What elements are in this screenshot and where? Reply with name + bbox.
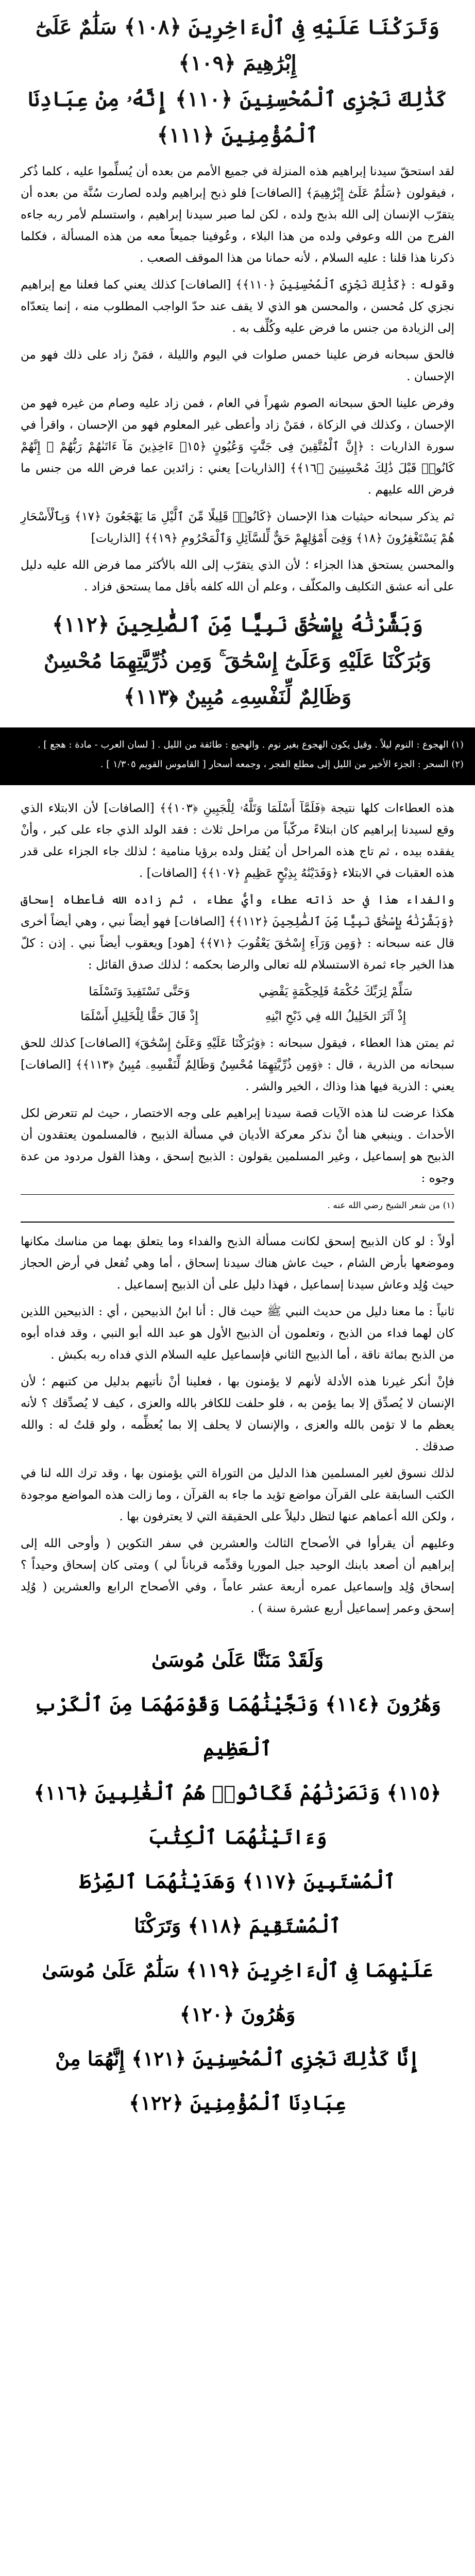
- paragraph: فالحق سبحانه فرض علينا خمس صلوات في اليوم والليلة ، فمَنْ زاد على ذلك فهو من الإحسان .: [21, 348, 454, 383]
- paragraph: أولاً : لو كان الذبيح إسحق لكانت مسألة الذبح والفداء وما يتعلق بهما من مناسك مكانها وموضعها بأرض الشام ، حيث عاش هناك سيدنا إسحاق ، أما وهي تُفعل في أرض الحجاز حيث وُلِد وعاش سيدنا إسماعيل ، فهذا دليل على أن الذبيح إسماعيل .: [21, 1235, 454, 1292]
- verse-banner-bottom: [21, 1638, 454, 2125]
- footnote-line: (١) الهجوع : النوم ليلاً . وقيل يكون الهجوع بغير نوم . والهجيع : طائفة من الليل . [ لسان العرب - مادة : هجع ] .: [37, 739, 464, 750]
- paragraph: لذلك نسوق لغير المسلمين هذا الدليل من التوراة التي يؤمنون بها ، وقد ترك الله لنا في الكتب السابقة على القرآن مواضع تؤيد ما جاء به القرآن ، وما زالت هذه المواضع موجودة ، ولكن الله أعماهم عنها لتظل دليلاً على الحقيقة التي لا يعترفون بها .: [21, 1467, 454, 1523]
- poem-hemistich: إِذْ قَالَ حَقًّا لِلْخَلِيلِ أَسْلَمَا: [80, 1010, 198, 1023]
- paragraph: ثانياً : ما معنا دليل من حديث النبي ﷺ حيث قال : أنا ابنُ الذبيحين ، أي : الذبيحين اللذين كان لهما فداء من الذبح ، وتعلمون أن الذبيح الأول هو عبد الله أبو النبي ، وقد فداه أبوه من الذبح بمائة ناقة ، أما الذبيح الثاني فإسماعيل عليه السلام الذي فداه ربه بكبش .: [21, 1305, 454, 1362]
- verse-line: وَظَالِمٌ لِّنَفْسِهِۦ مُبِينٌ ﴿١١٣﴾: [123, 685, 352, 709]
- commentary-section-1: [21, 161, 454, 598]
- verse-line: وَهَٰرُونَ ﴿١١٤﴾ وَنَجَّيْنَٰهُمَا وَقَوْمَهُمَا مِنَ ٱلْكَرْبِ ٱلْعَظِيمِ: [34, 1692, 441, 1760]
- paragraph: ثم يمتن هذا العطاء ، فيقول سبحانه : ﴿وَبَٰرَكْنَا عَلَيْهِ وَعَلَىٰٓ إِسْحَٰقَ﴾ [الصافات] كذلك للحق سبحانه من الذرية ، قال : ﴿وَمِن ذُرِّيَّتِهِمَا مُحْسِنٌ وَظَالِمٌ لِّنَفْسِهِۦ مُبِينٌ ﴿١١٣﴾﴾ [الصافات] يعني : الذرية فيها هذا وذاك ، الخير والشر .: [21, 1037, 455, 1093]
- paragraph: ثم يذكر سبحانه حيثيات هذا الإحسان ﴿كَانُوا۟ قَلِيلًا مِّنَ ٱلَّيْلِ مَا يَهْجَعُونَ ﴿١٧﴾ وَبِٱلْأَسْحَارِ هُمْ يَسْتَغْفِرُونَ ﴿١٨﴾ وَفِىٓ أَمْوَٰلِهِمْ حَقٌّ لِّلسَّآئِلِ وَٱلْمَحْرُومِ ﴿١٩﴾﴾ [الذاريات]: [21, 510, 454, 545]
- paragraph: وعليهم أن يقرأوا في الأصحاح الثالث والعشرين في سفر التكوين ( وأوحى الله إلى إبراهيم أن أصعد بابنك الوحيد جبل الموريا وقدِّمه قرباناً لي ) ومتى كان إسحاق وحيداً ؟ إسحاق وُلِد وإسماعيل عمره أربعة عشر عاماً ، وفي الأصحاح الرابع والعشرين ( وُلِد إسحق وعمر إسماعيل أربع عشرة سنة ) .: [21, 1537, 454, 1615]
- paragraph: وقوله : ﴿كَذَٰلِكَ نَجْزِى ٱلْمُحْسِنِينَ ﴿١١٠﴾﴾ [الصافات] كذلك يعني كما فعلنا مع إبراهيم نجزي كل مُحسن ، والمحسن هو الذي لا يقف عند حدّ الواجب المطلوب منه ، إنما يتعدّاه إلى الزيادة من جنس ما فرض عليه وكُلِّف به .: [21, 278, 455, 335]
- commentary-section-3: [21, 1231, 454, 1619]
- paragraph: والمحسن يستحق هذا الجزاء ؛ لأن الذي يتقرّب إلى الله بالأكثر مما فرض الله عليه دليل على أنه عشق التكليف والمكلّف ، وعلم أن الله كلفه بأقل مما يستحق فزاد .: [21, 558, 454, 594]
- paragraph: هذه العطاءات كلها نتيجة ﴿فَلَمَّآ أَسْلَمَا وَتَلَّهُۥ لِلْجَبِينِ ﴿١٠٣﴾﴾ [الصافات] لأن الابتلاء الذي وقع لسيدنا إبراهيم كان ابتلاءً مركّباً من مراحل ثلاث : فقد الولد الذي جاء على كبر ، وأنْ يفقده بيده ، ثم تاج هذه المراحل أن يُقتل ولده برؤيا منامية ؛ لذلك جاء الجزاء على قدر هذه العقبات في الابتلاء ﴿وَفَدَيْنَٰهُ بِذِبْحٍ عَظِيمٍ ﴿١٠٧﴾﴾ [الصافات] .: [21, 802, 455, 880]
- footnote-line: (٢) السحر : الجزء الأخير من الليل إلى مطلع الفجر ، وجمعه أسحار [ القاموس القويم ١/٣٠٥ ] .: [100, 759, 464, 770]
- paragraph: فإنْ أنكر غيرنا هذه الأدلة لأنهم لا يؤمنون بها ، فعلينا أنْ نأتيهم بدليل من كتبهم ؛ لأن الإنسان لا يُصدِّق إلا بما يؤمن به ، فلو حلفت للكافر بالله والعزى ، كيف لا يُصدِّقك ؟ لأنه يعظم ما لا تؤمن بالله والعزى ، والإنسان لا يحلف إلا بما يُعظِّمه ، ولو قلتُ له : والله صدقك .: [21, 1375, 454, 1453]
- paragraph: هكذا عرضت لنا هذه الآيات قصة سيدنا إبراهيم على وجه الاختصار ، حيث لم تتعرض لكل الأحداث . وينبغي هنا أنْ نذكر معركة الأديان في مسألة الذبيح ، فالمسلمون يعتقدون أن الذبيح هو إسماعيل ، وغير المسلمين يقولون : الذبيح إسحق ، وهذا القول مردود من عدة وجوه :: [21, 1107, 454, 1185]
- paragraph: والفداء هذا في حد ذاته عطاء وأيُّ عطاء ، ثم زاده الله فأعطاه إسحاق ﴿وَبَشَّرْنَٰهُ بِإِسْحَٰقَ نَبِيًّا مِّنَ ٱلصَّٰلِحِينَ ﴿١١٢﴾﴾ [الصافات] فهو أيضاً نبي ، وهي أيضاً أخرى قال عنه سبحانه : ﴿وَمِن وَرَآءِ إِسْحَٰقَ يَعْقُوبَ ﴿٧١﴾﴾ [هود] ويعقوب أيضاً نبي . إذن : كلّ هذا الخير جاء ثمرة الاستسلام لله تعالى والرضا بحكمه ؛ لذلك صدق القائل :: [21, 893, 454, 972]
- poem-hemistich: سَلِّمْ لِرَبِّكَ حُكْمَهُ فَلِحِكْمَةٍ يَقْضِي: [259, 985, 413, 998]
- verse-line: ٱلْمُسْتَبِينَ ﴿١١٧﴾ وَهَدَيْنَٰهُمَا ٱلصِّرَٰطَ ٱلْمُسْتَقِيمَ ﴿١١٨﴾ وَتَرَكْنَا: [79, 1870, 396, 1937]
- divider: [21, 1222, 454, 1223]
- verse-banner-top: [21, 9, 454, 154]
- verse-line: كَذَٰلِكَ نَجْزِى ٱلْمُحْسِنِينَ ﴿١١٠﴾ إِنَّهُۥ مِنْ عِبَادِنَا ٱلْمُؤْمِنِينَ ﴿١١١﴾: [27, 87, 448, 147]
- page: [0, 9, 475, 2576]
- footnote: (١) من شعر الشيخ رضي الله عنه .: [21, 1194, 454, 1213]
- poem-hemistich: وَحَتَّى تَسْتَفِيدَ وَتَسْلَمَا: [89, 985, 190, 998]
- paragraph: وفرض علينا الحق سبحانه الصوم شهراً في العام ، فمن زاد عليه وصام من غيره فهو من الإحسان ، وكذلك في الزكاة ، فمَنْ زاد وأعطى غير المعلوم فهو من الإحسان ، واقرأ في سورة الذاريات : ﴿إِنَّ ٱلْمُتَّقِينَ فِى جَنَّٰتٍ وَعُيُونٍ ﴿١٥﴾ ءَاخِذِينَ مَآ ءَاتَىٰهُمْ رَبُّهُمْ ۚ إِنَّهُمْ كَانُوا۟ قَبْلَ ذَٰلِكَ مُحْسِنِينَ ﴿١٦﴾﴾ [الذاريات] يعني : زائدين عما فرض الله من جنس ما فرض الله عليهم .: [21, 397, 455, 497]
- verse-line: عِبَادِنَا ٱلْمُؤْمِنِينَ ﴿١٢٢﴾: [129, 2091, 346, 2114]
- verse-line: وَبَشَّرْنَٰهُ بِإِسْحَٰقَ نَبِيًّا مِّنَ ٱلصَّٰلِحِينَ ﴿١١٢﴾: [52, 613, 423, 637]
- verse-line: ﴿١١٥﴾ وَنَصَرْنَٰهُمْ فَكَانُوا۟ هُمُ ٱلْغَٰلِبِينَ ﴿١١٦﴾ وَءَاتَيْنَٰهُمَا ٱلْكِتَٰبَ: [33, 1781, 442, 1849]
- poem-hemistich: إِذْ آثَرَ الخَلِيلُ الله فِي ذَبْحِ ابْنِهِ: [265, 1010, 406, 1023]
- paragraph: لقد استحقّ سيدنا إبراهيم هذه المنزلة في جميع الأمم من بعده أن يُسلِّموا عليه ، كلما ذُكر ، فيقولون ﴿سَلَٰمٌ عَلَىٰٓ إِبْرَٰهِيمَ﴾ [الصافات] فلو ذبح إبراهيم ولده لصارت سُنَّة من بعده أن يتقرّب الإنسان إلى الله بذبح ولده ، لكن لما صبر سيدنا إبراهيم ، واستسلم لأمر ربه جاءه الفرج من الله وعوفي ولده من هذا البلاء ، وعُوفينا جميعاً معه من هذه المسألة ، فكلما ذكرنا هذا قلنا : عليه السلام ، لأنه حمانا من هذا الموقف الصعب .: [21, 165, 454, 265]
- verse-line: وَتَرَكْنَا عَلَيْهِ فِى ٱلْءَاخِرِينَ ﴿١٠٨﴾ سَلَٰمٌ عَلَىٰٓ إِبْرَٰهِيمَ ﴿١٠٩﴾: [35, 15, 440, 75]
- verse-line: وَبَٰرَكْنَا عَلَيْهِ وَعَلَىٰٓ إِسْحَٰقَ ۚ وَمِن ذُرِّيَّتِهِمَا مُحْسِنٌ: [43, 649, 432, 673]
- verse-line: إِنَّا كَذَٰلِكَ نَجْزِى ٱلْمُحْسِنِينَ ﴿١٢١﴾ إِنَّهُمَا مِنْ: [55, 2047, 420, 2070]
- commentary-section-2: [21, 798, 454, 1213]
- poem: [52, 981, 423, 1027]
- footnote-box: [0, 727, 475, 785]
- verse-line: وَلَقَدْ مَنَنَّا عَلَىٰ مُوسَىٰ: [151, 1648, 324, 1671]
- verse-line: عَلَيْهِمَا فِى ٱلْءَاخِرِينَ ﴿١١٩﴾ سَلَٰمٌ عَلَىٰ مُوسَىٰ وَهَٰرُونَ ﴿١٢٠﴾: [42, 1958, 433, 2026]
- verse-banner-middle: [21, 607, 454, 715]
